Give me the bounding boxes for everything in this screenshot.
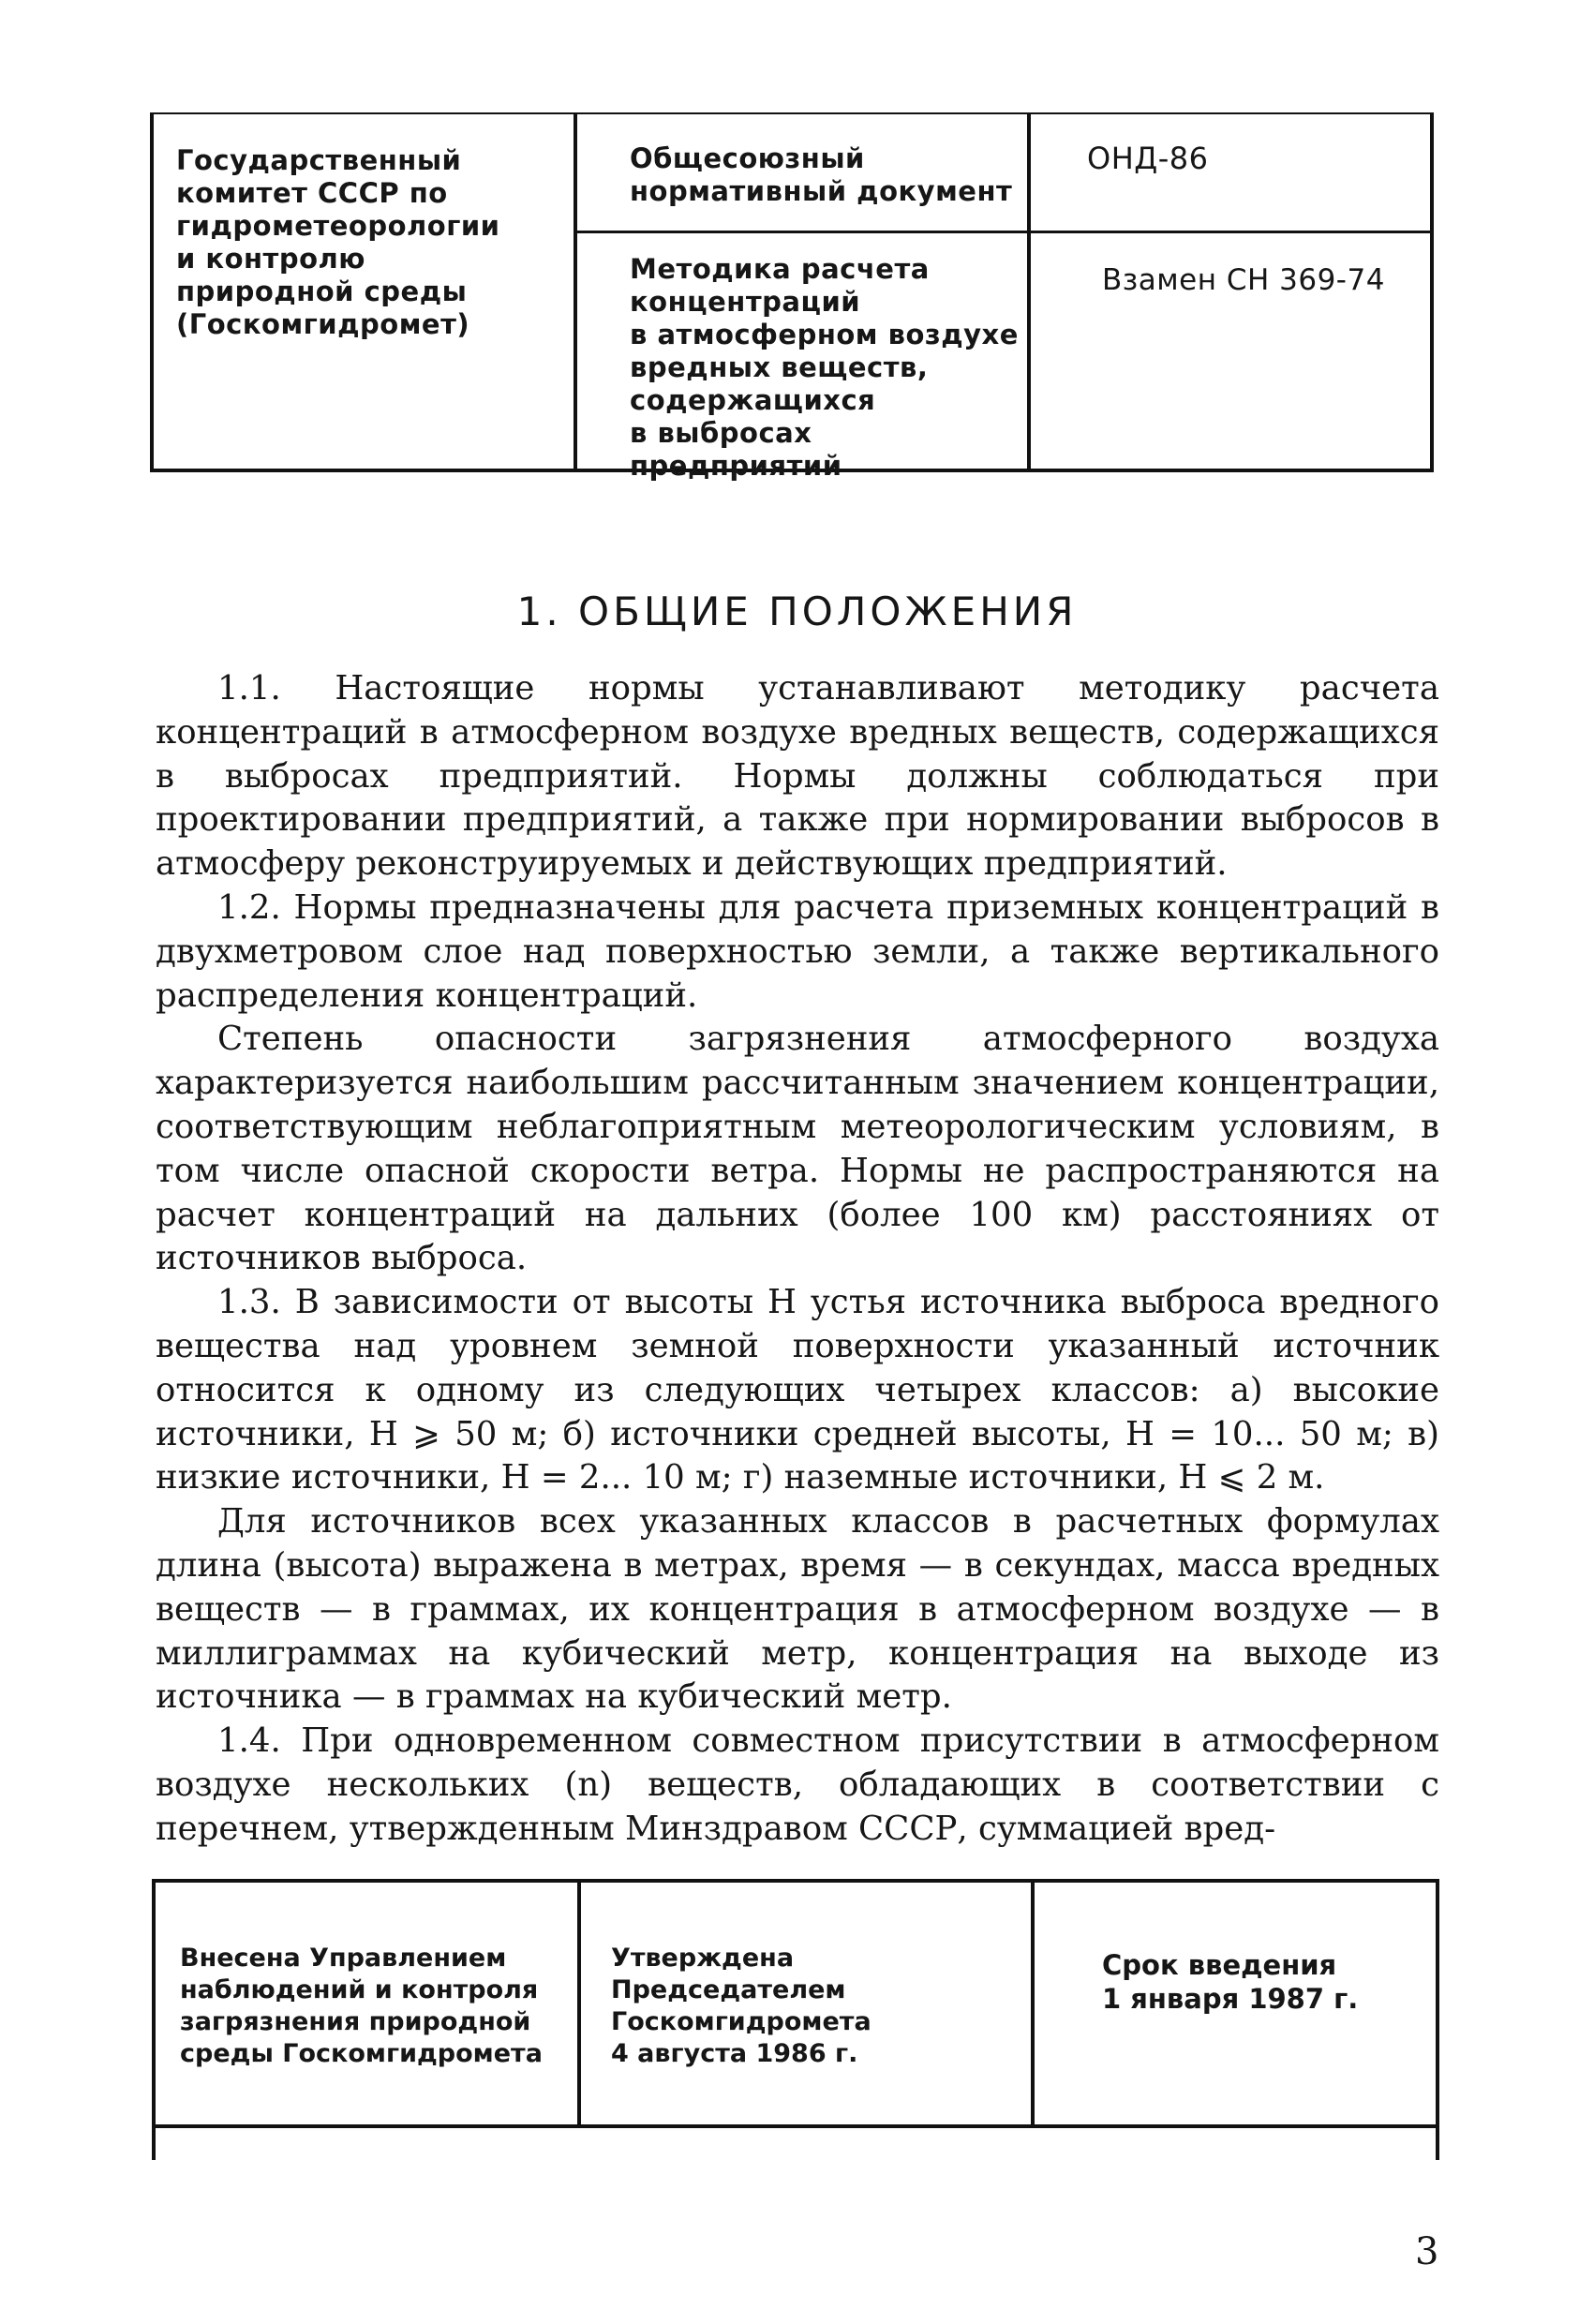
introduced-by: Внесена Управлением наблюдений и контроля загрязнения природной среды Госкомгидромета [180, 1944, 543, 2068]
header-divider [577, 231, 1027, 233]
header-code-cell [1031, 114, 1430, 469]
footer-effective-cell [1035, 1883, 1436, 2124]
footer-table [152, 1879, 1439, 2160]
paragraph-units: Для источников всех указанных классов в расчетных формулах длина (высота) выражена в метрах, время — в секундах, масса вредных веществ — в граммах, их концентрация в атмосферном воздухе — в миллиграммах на кубический метр, концентрация на выходе из источника — в граммах на кубический метр. [156, 1502, 1439, 1717]
paragraph-1-3: 1.3. В зависимости от высоты H устья источника выброса вредного вещества над уровнем земной поверхности указанный источник относится к одному из следующих четырех классов: а) высокие источники, H ⩾ 50 м; б) источники средней высоты, H = 10... 50 м; в) низкие источники, H = 2... 10 м; г) наземные источники, H ⩽ 2 м. [156, 1283, 1439, 1497]
paragraph-hazard: Степень опасности загрязнения атмосферного воздуха характеризуется наибольшим рассчитанным значением концентрации, соответствующим неблагоприятным метеорологическим условиям, в том числе опасной скорости ветра. Нормы не распространяются на расчет концентраций на дальних (более 100 км) расстояниях от источников выброса. [156, 1020, 1439, 1278]
header-document-cell [577, 114, 1031, 482]
paragraph-1-1: 1.1. Настоящие нормы устанавливают методику расчета концентраций в атмосферном воздухе вредных веществ, содержащихся в выбросах предприятий. Нормы должны соблюдаться при проектировании предприятий, а также при нормировании выбросов в атмосферу реконструируемых и действующих предприятий. [156, 669, 1439, 884]
replaces-text: Взамен СН 369-74 [1102, 263, 1385, 297]
document-code: ОНД-86 [1087, 141, 1209, 176]
header-table [150, 112, 1434, 482]
footer-bottom-line [152, 2124, 1439, 2128]
page-number: 3 [1415, 2230, 1439, 2273]
document-title: Методика расчета концентраций в атмосферном воздухе вредных веществ, содержащихся в выбросах предприятий [630, 253, 1019, 482]
document-type: Общесоюзный нормативный документ [630, 142, 1013, 207]
footer-introduced-cell [156, 1883, 581, 2124]
paragraph-1-4: 1.4. При одновременном совместном присутствии в атмосферном воздухе нескольких (n) веществ, обладающих в соответствии с перечнем, утвержденным Минздравом СССР, суммацией вред- [156, 1721, 1439, 1848]
effective-date: Срок введения 1 января 1987 г. [1102, 1949, 1359, 2015]
section-title: 1. ОБЩИЕ ПОЛОЖЕНИЯ [516, 588, 1078, 634]
authority-text: Государственный комитет СССР по гидрометеорологии и контролю природной среды (Госкомгидромет) [176, 144, 500, 340]
body-text [156, 667, 1439, 1852]
header-authority-cell [154, 114, 577, 469]
footer-approved-cell [581, 1883, 1035, 2124]
header-divider-right [1031, 231, 1430, 233]
approved-by: Утверждена Председателем Госкомгидромета 4 августа 1986 г. [611, 1944, 871, 2068]
paragraph-1-2: 1.2. Нормы предназначены для расчета приземных концентраций в двухметровом слое над поверхностью земли, а также вертикального распределения концентраций. [156, 887, 1439, 1015]
